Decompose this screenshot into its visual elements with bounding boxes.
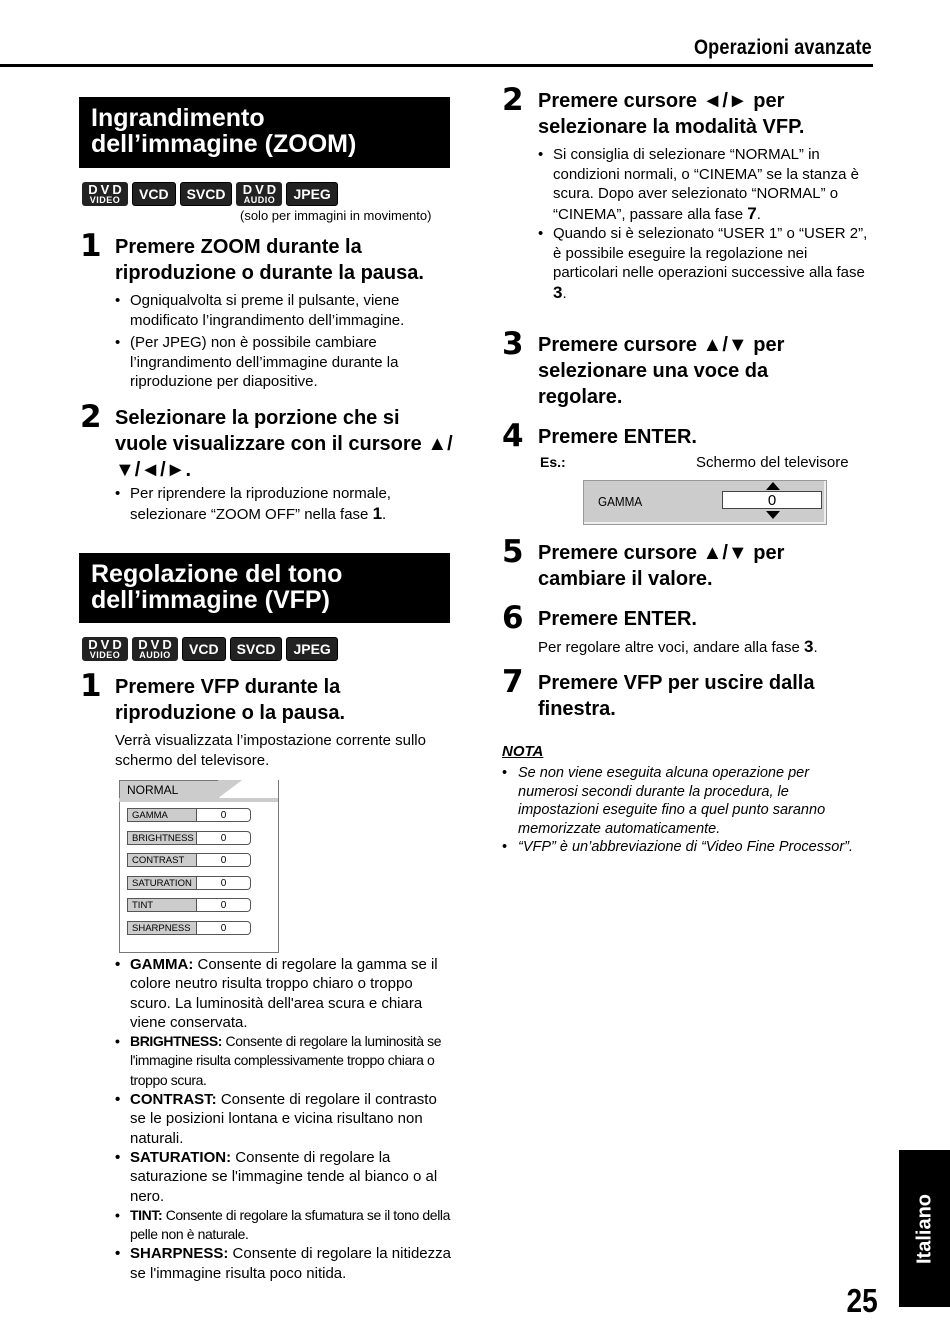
badge-dvd-video: DVD VIDEO bbox=[82, 637, 128, 661]
vfp-step-number: 6 bbox=[502, 600, 524, 636]
panel-row-label: SATURATION bbox=[127, 876, 197, 890]
badge-dvd-video: DVD VIDEO bbox=[82, 182, 128, 206]
zoom-step-bullets bbox=[115, 484, 450, 524]
zoom-step-number: 2 bbox=[80, 399, 102, 435]
tv-gamma-label: GAMMA bbox=[598, 494, 643, 509]
panel-row-saturation bbox=[127, 876, 251, 890]
list-item: • TINT: Consente di regolare la sfumatura se il tono della pelle non è naturale. bbox=[115, 1206, 455, 1245]
list-item: • SHARPNESS: Consente di regolare la nitidezza se l'immagine risulta poco nitida. bbox=[115, 1244, 455, 1283]
panel-row-brightness bbox=[127, 831, 251, 845]
zoom-step-title: Premere ZOOM durante la riproduzione o durante la pausa. bbox=[115, 236, 424, 284]
vfp-step-number: 4 bbox=[502, 418, 524, 454]
panel-row-label: TINT bbox=[127, 898, 197, 912]
vfp-step-number: 1 bbox=[80, 668, 102, 704]
step-ref: 7 bbox=[747, 203, 757, 223]
panel-row-contrast bbox=[127, 853, 251, 867]
language-label: Italiano bbox=[913, 1193, 935, 1264]
panel-row-label: BRIGHTNESS bbox=[127, 831, 197, 845]
zoom-title-line2: dell’immagine (ZOOM) bbox=[91, 130, 357, 158]
panel-row-value: 0 bbox=[197, 876, 251, 890]
step-ref: 3 bbox=[803, 637, 814, 656]
vfp-section-title bbox=[79, 553, 450, 623]
list-item: • Se non viene eseguita alcuna operazione per numerosi secondi durante la procedura, le impostazioni eseguite fino a quel punto saranno memorizzate automaticamente. bbox=[502, 764, 867, 838]
badge-dvd-audio: DVD AUDIO bbox=[132, 637, 178, 661]
zoom-format-badges bbox=[82, 182, 338, 206]
panel-tab-normal: NORMAL bbox=[119, 780, 219, 798]
vfp-title-line1: Regolazione del tono bbox=[91, 560, 343, 588]
badge-dvd-audio: DVD AUDIO bbox=[236, 182, 282, 206]
panel-row-label: SHARPNESS bbox=[127, 921, 197, 935]
zoom-step-title: Selezionare la porzione che si vuole visualizzare con il cursore ▲/▼/◄/►. bbox=[115, 407, 453, 481]
vfp-step-text: Per regolare altre voci, andare alla fase 3. bbox=[538, 637, 818, 656]
vfp-step-title: Premere VFP per uscire dalla finestra. bbox=[538, 672, 815, 720]
vfp-step-number: 2 bbox=[502, 82, 524, 118]
panel-row-value: 0 bbox=[197, 831, 251, 845]
list-item: • Per riprendere la riproduzione normale, selezionare “ZOOM OFF” nella fase 1. bbox=[115, 484, 450, 524]
badge-svcd: SVCD bbox=[180, 182, 233, 206]
vfp-step-title: Premere ENTER. bbox=[538, 608, 697, 630]
vfp-step-number: 3 bbox=[502, 326, 524, 362]
vfp-step-bullets bbox=[538, 145, 873, 303]
zoom-section-title bbox=[79, 97, 450, 168]
badge-jpeg: JPEG bbox=[286, 182, 337, 206]
badge-note: (solo per immagini in movimento) bbox=[240, 208, 432, 223]
panel-row-value: 0 bbox=[197, 808, 251, 822]
arrow-up-icon bbox=[766, 482, 780, 490]
step-ref: 1 bbox=[372, 503, 383, 523]
vfp-step-title: Premere ENTER. bbox=[538, 426, 697, 448]
panel-row-tint bbox=[127, 898, 251, 912]
vfp-step-title: Premere cursore ◄/► per selezionare la modalità VFP. bbox=[538, 90, 805, 138]
panel-row-label: CONTRAST bbox=[127, 853, 197, 867]
tv-gamma-value: 0 bbox=[722, 491, 822, 509]
vfp-step-title: Premere cursore ▲/▼ per selezionare una voce da regolare. bbox=[538, 334, 785, 408]
badge-jpeg: JPEG bbox=[286, 637, 337, 661]
vfp-format-badges bbox=[82, 637, 338, 661]
list-item: • (Per JPEG) non è possibile cambiare l’ingrandimento dell’immagine durante la riproduzione per diapositive. bbox=[115, 333, 450, 392]
tv-screen-caption: Schermo del televisore bbox=[696, 454, 849, 471]
nota-list bbox=[502, 764, 867, 857]
list-item: • GAMMA: Consente di regolare la gamma se il colore neutro risulta troppo chiaro o troppo scuro. La luminosità dell'area scura e chiara viene conservata. bbox=[115, 955, 455, 1032]
vfp-step-title: Premere cursore ▲/▼ per cambiare il valore. bbox=[538, 542, 785, 590]
vfp-step-number: 5 bbox=[502, 534, 524, 570]
step-ref: 3 bbox=[553, 282, 563, 302]
vfp-definitions bbox=[115, 955, 455, 1283]
example-label: Es.: bbox=[540, 454, 566, 470]
list-item: • Ogniqualvolta si preme il pulsante, viene modificato l’ingrandimento dell’immagine. bbox=[115, 291, 450, 330]
vfp-step-number: 7 bbox=[502, 664, 524, 700]
vfp-title-line2: dell’immagine (VFP) bbox=[91, 586, 330, 614]
badge-vcd: VCD bbox=[182, 637, 226, 661]
panel-row-sharpness bbox=[127, 921, 251, 935]
zoom-step-number: 1 bbox=[80, 228, 102, 264]
panel-row-gamma bbox=[127, 808, 251, 822]
badge-vcd: VCD bbox=[132, 182, 176, 206]
panel-row-value: 0 bbox=[197, 853, 251, 867]
list-item: • BRIGHTNESS: Consente di regolare la luminosità se l'immagine risulta complessivamente troppo chiara o troppo scura. bbox=[115, 1032, 455, 1090]
page-number: 25 bbox=[846, 1282, 878, 1319]
vfp-step-text: Verrà visualizzata l’impostazione corrente sullo schermo del televisore. bbox=[115, 732, 426, 769]
header-rule bbox=[0, 64, 873, 67]
list-item: • Quando si è selezionato “USER 1” o “USER 2”, è possibile eseguire la regolazione nei particolari nelle operazioni successive alla fase 3. bbox=[538, 224, 873, 303]
panel-tab-corner bbox=[218, 780, 242, 798]
panel-row-value: 0 bbox=[197, 921, 251, 935]
panel-row-label: GAMMA bbox=[127, 808, 197, 822]
list-item: • Si consiglia di selezionare “NORMAL” in condizioni normali, o “CINEMA” se la stanza è scura. Dopo aver selezionato “NORMAL” o “CINEMA”, passare alla fase 7. bbox=[538, 145, 873, 224]
panel-row-value: 0 bbox=[197, 898, 251, 912]
nota-box bbox=[502, 743, 867, 857]
arrow-down-icon bbox=[766, 511, 780, 519]
list-item: • CONTRAST: Consente di regolare il contrasto se le posizioni lontana e vicina risultano non naturali. bbox=[115, 1090, 455, 1148]
page-header-title: Operazioni avanzate bbox=[694, 36, 872, 59]
vfp-step-title: Premere VFP durante la riproduzione o la pausa. bbox=[115, 676, 346, 724]
list-item: • “VFP” è un’abbreviazione di “Video Fine Processor”. bbox=[502, 838, 867, 857]
nota-title: NOTA bbox=[502, 743, 544, 760]
badge-svcd: SVCD bbox=[230, 637, 283, 661]
list-item: • SATURATION: Consente di regolare la saturazione se l'immagine tende al bianco o al nero. bbox=[115, 1148, 455, 1206]
language-side-tab bbox=[899, 1150, 950, 1307]
zoom-step-bullets bbox=[115, 291, 450, 392]
zoom-title-line1: Ingrandimento bbox=[91, 104, 265, 132]
